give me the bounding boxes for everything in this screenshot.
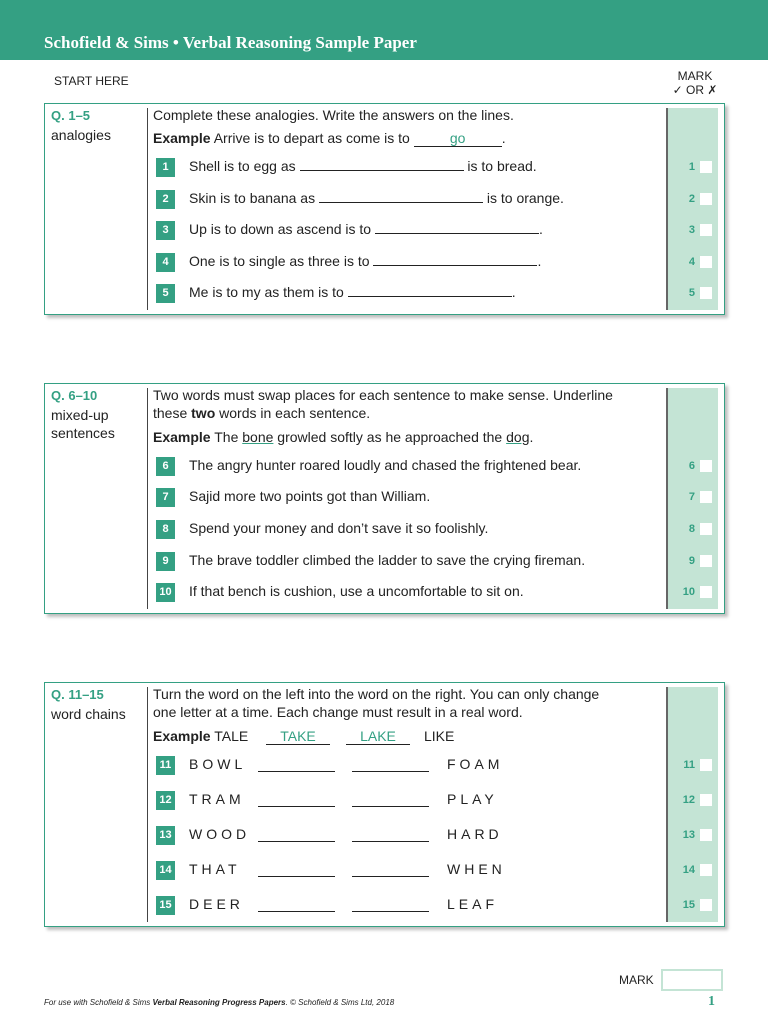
section-mixed-up-sentences (44, 383, 725, 614)
question-text-end: is to orange. (486, 190, 564, 206)
question-number: 8 (156, 520, 175, 539)
mark-number: 6 (688, 460, 695, 472)
example-label: Example (153, 728, 211, 744)
example-text: Arrive is to depart as come is to (213, 130, 410, 146)
section-analogies (44, 103, 725, 315)
answer-line[interactable] (373, 253, 537, 266)
mark-checkbox[interactable] (700, 491, 712, 503)
mark-checkbox[interactable] (700, 794, 712, 806)
mark-checkbox[interactable] (700, 193, 712, 205)
question-number: 14 (156, 861, 175, 880)
mark-number: 2 (688, 193, 695, 205)
mark-checkbox[interactable] (700, 161, 712, 173)
question-range: Q. 1–5 (51, 108, 91, 123)
question-number: 11 (156, 756, 175, 775)
instruction-line: one letter at a time. Each change must result in a real word. (153, 704, 523, 720)
divider (147, 687, 148, 922)
footer-note-title: Verbal Reasoning Progress Papers (152, 998, 286, 1007)
question-number: 2 (156, 190, 175, 209)
question-text: One is to single as three is to (189, 253, 370, 269)
mark-number: 4 (688, 256, 695, 268)
question-range: Q. 11–15 (51, 687, 104, 702)
example-label: Example (153, 130, 211, 146)
mark-checkbox[interactable] (700, 759, 712, 771)
instruction-line: Turn the word on the left into the word on the right. You can only change (153, 686, 600, 702)
question-range: Q. 6–10 (51, 388, 98, 403)
answer-line[interactable] (375, 221, 539, 234)
question-number: 4 (156, 253, 175, 272)
question-number: 9 (156, 552, 175, 571)
instruction-text: these (153, 405, 188, 421)
instruction-line: Two words must swap places for each sentence to make sense. Underline (153, 387, 613, 403)
question-number: 6 (156, 457, 175, 476)
question-text-end: . (537, 253, 542, 269)
mark-checkbox[interactable] (700, 256, 712, 268)
question-text: Me is to my as them is to (189, 284, 344, 300)
instructions (153, 386, 653, 422)
question-number: 1 (156, 158, 175, 177)
question-6[interactable]: The angry hunter roared loudly and chased the frightened bear. (189, 457, 582, 473)
example-text: The (214, 429, 239, 445)
divider (147, 108, 148, 310)
answer-line[interactable] (352, 897, 429, 912)
question-5 (189, 284, 516, 300)
total-mark-label: MARK (619, 973, 654, 987)
footer-note (44, 998, 394, 1007)
answer-line[interactable] (258, 897, 335, 912)
answer-line[interactable] (258, 862, 335, 877)
start-word: THAT (189, 861, 241, 877)
example-end: . (529, 429, 534, 445)
answer-line[interactable] (352, 757, 429, 772)
example-text: growled softly as he approached the (277, 429, 503, 445)
mark-checkbox[interactable] (700, 864, 712, 876)
mark-checkbox[interactable] (700, 224, 712, 236)
example-step-word: TAKE (266, 728, 330, 745)
start-here-label: START HERE (54, 74, 129, 88)
example-start-word: TALE (214, 728, 249, 744)
start-word: DEER (189, 896, 244, 912)
mark-number: 1 (688, 161, 695, 173)
example-step-word: LAKE (346, 728, 410, 745)
mark-number: 9 (688, 555, 695, 567)
mark-number: 15 (682, 899, 695, 911)
example-answer: go (414, 130, 502, 147)
instruction-text: words in each sentence. (219, 405, 371, 421)
question-text: Shell is to egg as (189, 158, 296, 174)
answer-line[interactable] (319, 190, 483, 203)
end-word: LEAF (447, 896, 499, 912)
mark-number: 8 (688, 523, 695, 535)
start-word: WOOD (189, 826, 251, 842)
divider (147, 388, 148, 609)
question-2 (189, 190, 564, 206)
question-3 (189, 221, 543, 237)
instructions (153, 685, 653, 721)
example-label: Example (153, 429, 211, 445)
question-10[interactable]: If that bench is cushion, use a uncomfortable to sit on. (189, 583, 524, 599)
question-number: 7 (156, 488, 175, 507)
example (153, 728, 248, 744)
mark-number: 5 (688, 287, 695, 299)
question-number: 3 (156, 221, 175, 240)
question-1 (189, 158, 537, 174)
question-number: 5 (156, 284, 175, 303)
mark-checkbox[interactable] (700, 287, 712, 299)
question-text-end: . (511, 284, 516, 300)
answer-line[interactable] (348, 284, 512, 297)
example (153, 429, 533, 445)
question-type: word chains (51, 706, 126, 722)
instructions: Complete these analogies. Write the answers on the lines. (153, 107, 514, 123)
mark-checkbox[interactable] (700, 586, 712, 598)
section-word-chains (44, 682, 725, 927)
mark-checkbox[interactable] (700, 523, 712, 535)
mark-number: 10 (682, 586, 695, 598)
example-end: . (501, 130, 506, 146)
end-word: WHEN (447, 861, 506, 877)
instruction-line (153, 404, 653, 422)
mark-checkbox[interactable] (700, 899, 712, 911)
example-end-word: LIKE (424, 728, 455, 744)
question-number: 10 (156, 583, 175, 602)
answer-line[interactable] (258, 827, 335, 842)
answer-line[interactable] (258, 757, 335, 772)
question-text: Skin is to banana as (189, 190, 316, 206)
question-number: 13 (156, 826, 175, 845)
question-number: 15 (156, 896, 175, 915)
question-text: Up is to down as ascend is to (189, 221, 372, 237)
mark-number: 3 (688, 224, 695, 236)
question-7[interactable]: Sajid more two points got than William. (189, 488, 431, 504)
total-mark-box[interactable] (661, 969, 723, 991)
question-4 (189, 253, 541, 269)
question-type (51, 406, 115, 442)
end-word: HARD (447, 826, 503, 842)
mark-number: 14 (682, 864, 695, 876)
mark-checkbox[interactable] (700, 460, 712, 472)
paper-title: Schofield & Sims • Verbal Reasoning Sample Paper (44, 33, 417, 52)
answer-line[interactable] (352, 792, 429, 807)
mark-number: 13 (682, 829, 695, 841)
mark-number: 7 (688, 491, 695, 503)
page-header (0, 0, 768, 60)
end-word: PLAY (447, 791, 498, 807)
mark-checkbox[interactable] (700, 829, 712, 841)
mark-checkbox[interactable] (700, 555, 712, 567)
mark-heading-legend: ✓ OR ✗ (672, 83, 718, 97)
answer-line[interactable] (258, 792, 335, 807)
mark-number: 11 (683, 759, 695, 771)
answer-line[interactable] (352, 827, 429, 842)
start-word: TRAM (189, 791, 245, 807)
question-8[interactable]: Spend your money and don’t save it so foolishly. (189, 520, 489, 536)
question-text-end: is to bread. (467, 158, 537, 174)
example-underlined-word: bone (242, 429, 274, 445)
mark-number: 12 (682, 794, 695, 806)
answer-line[interactable] (352, 862, 429, 877)
question-number: 12 (156, 791, 175, 810)
question-type-line: sentences (51, 425, 115, 441)
footer-note-text: For use with Schofield & Sims (44, 998, 151, 1007)
example-underlined-word: dog (506, 429, 530, 445)
instruction-emphasis: two (191, 405, 216, 421)
end-word: FOAM (447, 756, 504, 772)
question-text-end: . (539, 221, 543, 237)
question-type: analogies (51, 127, 111, 143)
mark-heading (668, 69, 722, 97)
footer-note-copyright: . © Schofield & Sims Ltd, 2018 (285, 998, 395, 1007)
question-type-line: mixed-up (51, 407, 109, 423)
page-number: 1 (708, 994, 715, 1009)
mark-column (666, 108, 718, 310)
example (153, 130, 506, 147)
question-9[interactable]: The brave toddler climbed the ladder to save the crying fireman. (189, 552, 586, 568)
start-word: BOWL (189, 756, 247, 772)
mark-heading-label: MARK (677, 69, 713, 83)
answer-line[interactable] (300, 158, 464, 171)
